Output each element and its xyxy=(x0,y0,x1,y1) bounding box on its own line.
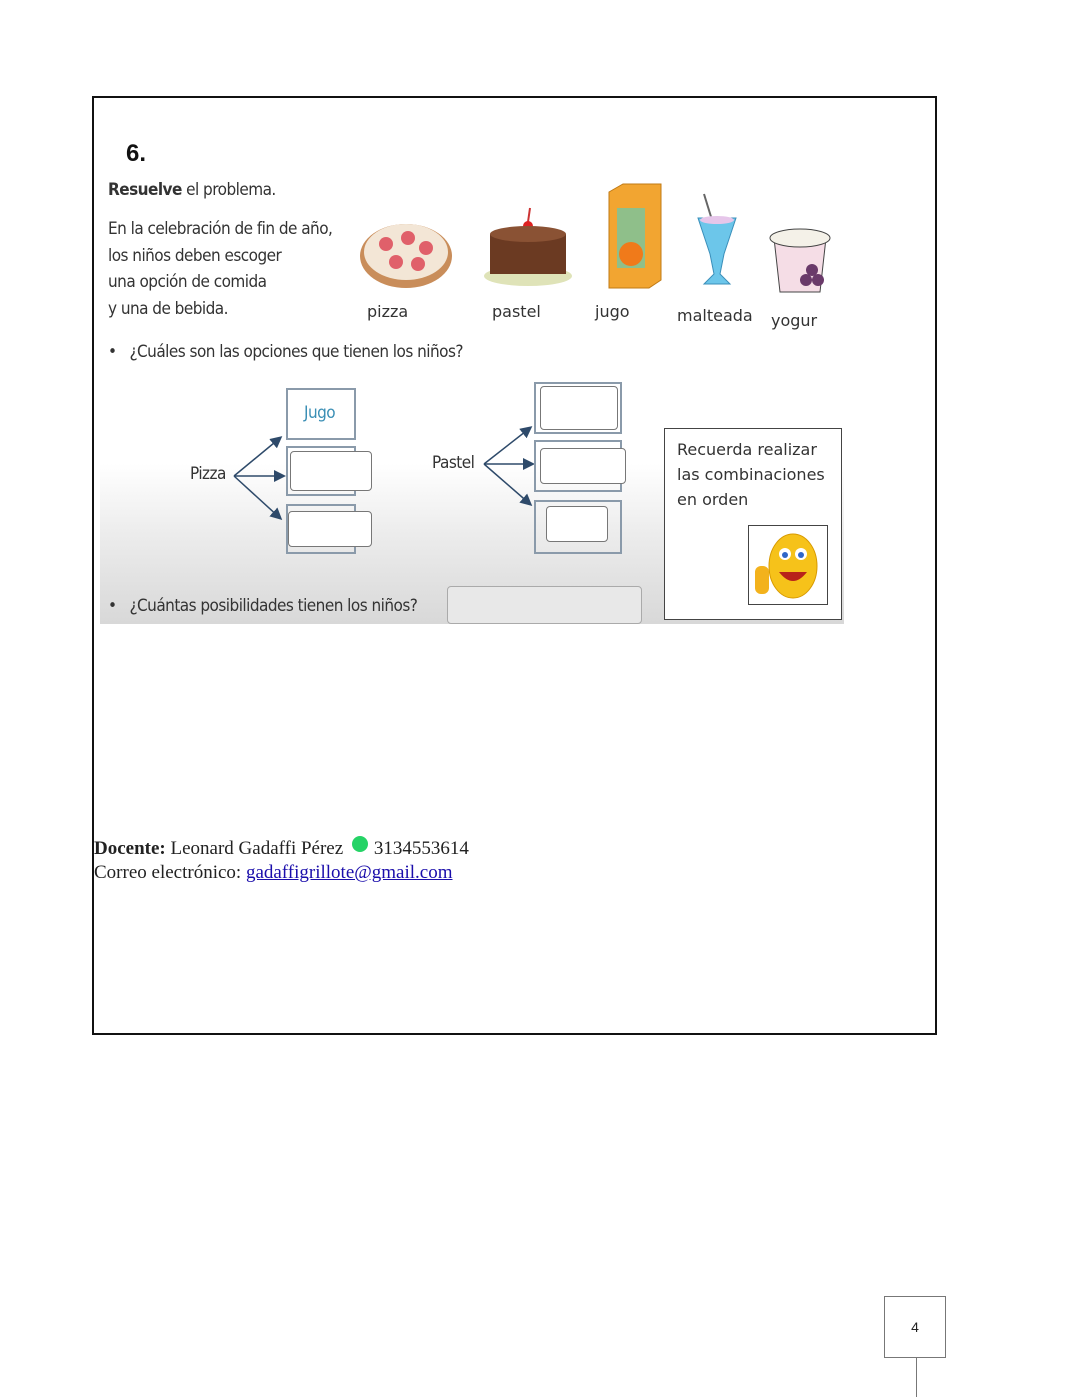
instruction-bold: Resuelve xyxy=(108,180,182,200)
pizza-answer-2[interactable] xyxy=(290,451,372,491)
teacher-name: Leonard Gadaffi Pérez xyxy=(165,838,348,859)
item-label-pizza: pizza xyxy=(367,302,409,321)
item-label-yogur: yogur xyxy=(771,311,818,330)
problem-line: los niños deben escoger xyxy=(108,245,282,266)
item-label-pastel: pastel xyxy=(492,302,541,321)
thumbs-up-smiley-icon xyxy=(748,525,828,605)
question-options: • ¿Cuáles son las opciones que tienen los niños? xyxy=(108,342,463,362)
pizza-answer-3[interactable] xyxy=(288,511,372,547)
problem-line: y una de bebida. xyxy=(108,298,228,319)
pastel-answer-1[interactable] xyxy=(540,386,618,430)
count-answer-input[interactable] xyxy=(447,586,642,624)
question-count: • ¿Cuántas posibilidades tienen los niños? xyxy=(108,596,418,616)
page-number-line xyxy=(916,1358,917,1397)
problem-line: una opción de comida xyxy=(108,272,267,292)
answer-jugo: Jugo xyxy=(303,403,335,423)
page-number: 4 xyxy=(884,1296,946,1358)
phone-number: 3134553614 xyxy=(373,838,469,859)
pastel-answer-3[interactable] xyxy=(546,506,608,542)
footer-contact xyxy=(94,836,469,885)
exercise-number: 6. xyxy=(126,140,147,167)
pastel-answer-2[interactable] xyxy=(540,448,626,484)
tree-root-pizza: Pizza xyxy=(190,464,226,484)
problem-line: En la celebración de fin de año, xyxy=(108,219,333,239)
item-label-jugo: jugo xyxy=(595,302,630,321)
teacher-label: Docente: xyxy=(94,838,166,859)
tree-root-pastel: Pastel xyxy=(432,453,475,473)
item-label-malteada: malteada xyxy=(677,306,753,325)
whatsapp-icon xyxy=(352,836,368,852)
question-count-text: ¿Cuántas posibilidades tienen los niños? xyxy=(129,596,418,616)
email-link[interactable]: gadaffigrillote@gmail.com xyxy=(245,862,453,883)
instruction-rest: el problema. xyxy=(181,180,276,200)
answer-box-jugo xyxy=(286,388,356,440)
reminder-note xyxy=(664,428,842,620)
question-options-text: ¿Cuáles son las opciones que tienen los niños? xyxy=(129,342,463,362)
email-label: Correo electrónico: xyxy=(94,862,246,883)
reminder-text: Recuerda realizar las combinaciones en orden xyxy=(677,440,825,509)
